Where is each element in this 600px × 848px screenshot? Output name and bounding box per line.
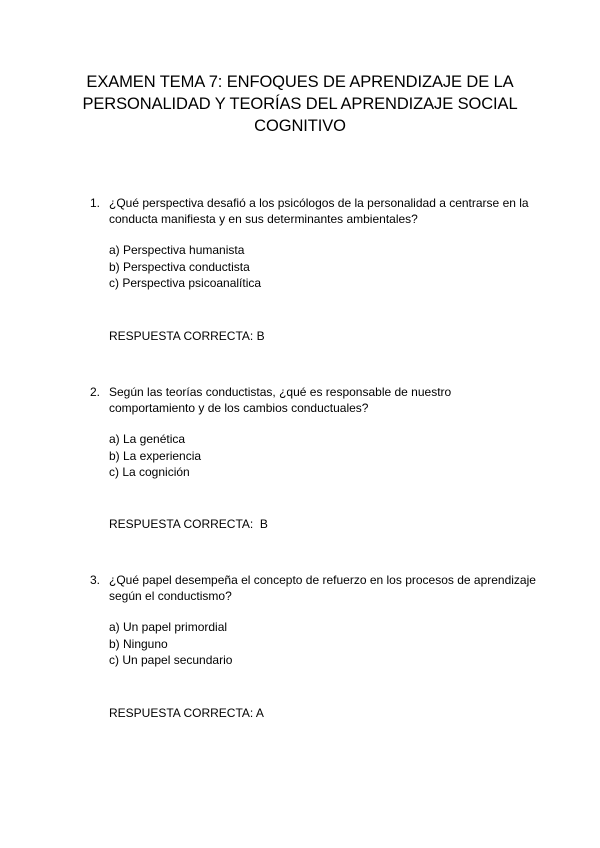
option-a: a) La genética — [109, 432, 186, 446]
answer-1: RESPUESTA CORRECTA: B — [109, 329, 265, 343]
option-a: a) Perspectiva humanista — [109, 243, 245, 257]
option-b: b) Ninguno — [109, 636, 168, 651]
question-number: 1. — [90, 196, 101, 210]
option-c: c) Perspectiva psicoanalítica — [109, 276, 262, 290]
question-number: 2. — [90, 385, 101, 399]
question-2 — [90, 384, 540, 481]
options-list — [90, 431, 540, 481]
question-text: Según las teorías conductistas, ¿qué es responsable de nuestro comportamiento y de los cambios conductuales? — [109, 385, 452, 415]
question-number: 3. — [90, 573, 101, 587]
options-list — [90, 619, 540, 669]
question-stem — [90, 195, 540, 227]
document-title: EXAMEN TEMA 7: ENFOQUES DE APRENDIZAJE DE LA PERSONALIDAD Y TEORÍAS DEL APRENDIZAJE SOCIAL COGNITIVO — [82, 73, 518, 135]
option-a: a) Un papel primordial — [109, 620, 228, 634]
question-text: ¿Qué papel desempeña el concepto de refuerzo en los procesos de aprendizaje según el conductismo? — [109, 573, 536, 603]
option-c: c) Un papel secundario — [109, 653, 233, 667]
question-stem — [90, 572, 540, 604]
option-c: c) La cognición — [109, 465, 190, 479]
option-b: b) La experiencia — [109, 448, 202, 463]
options-list — [90, 242, 540, 292]
option-b: b) Perspectiva conductista — [109, 259, 250, 274]
question-text: ¿Qué perspectiva desafió a los psicólogos de la personalidad a centrarse en la conducta manifiesta y en sus determinantes ambientales? — [109, 196, 529, 226]
question-1 — [90, 195, 540, 292]
question-3 — [90, 572, 540, 669]
answer-2: RESPUESTA CORRECTA: B — [109, 517, 268, 531]
answer-3: RESPUESTA CORRECTA: A — [109, 706, 264, 720]
question-stem — [90, 384, 540, 416]
